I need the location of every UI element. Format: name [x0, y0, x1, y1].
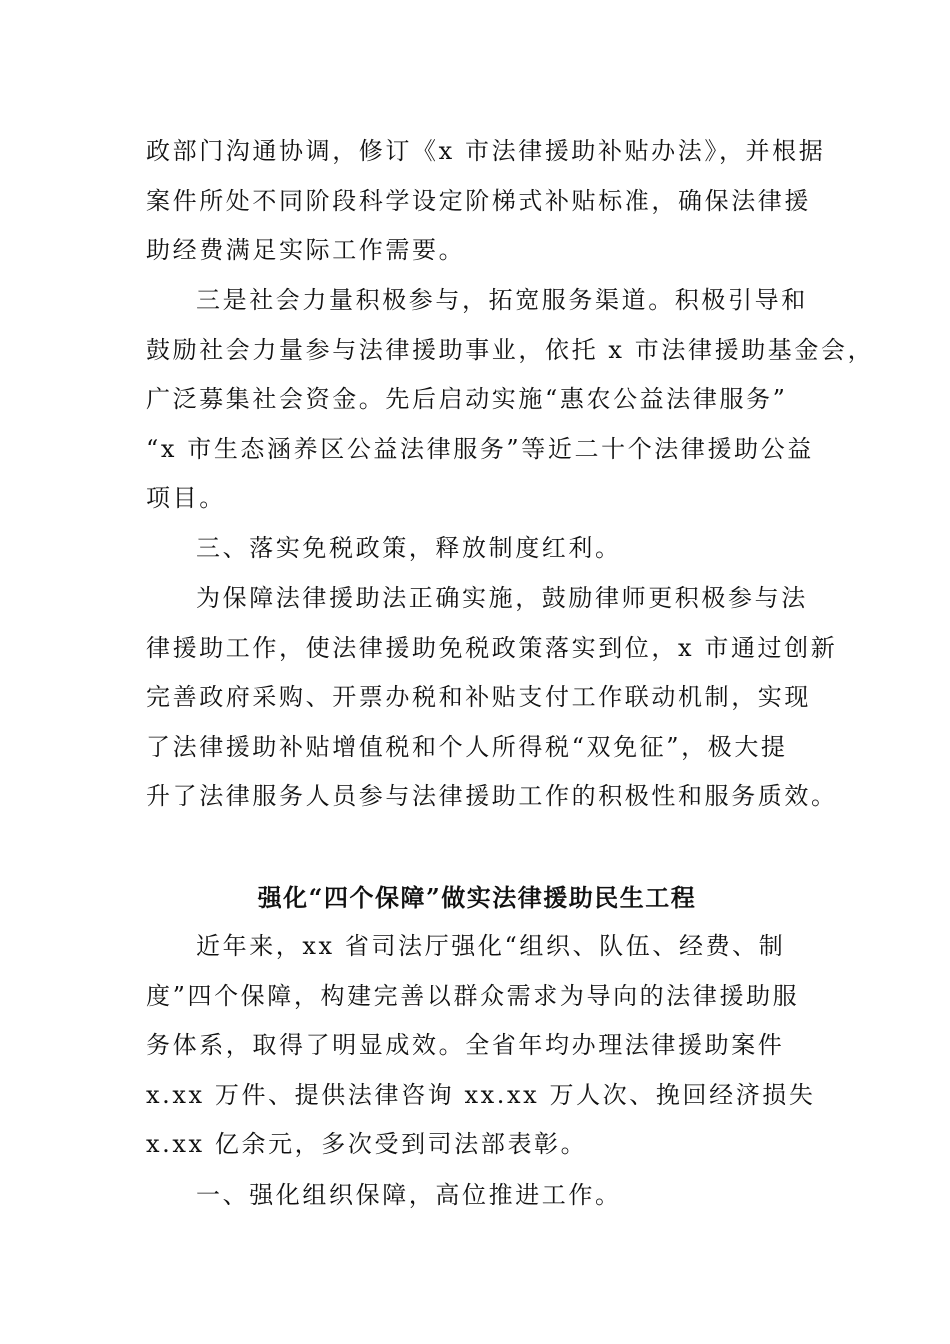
paragraph-continuation — [146, 127, 826, 276]
text-line: 鼓励社会力量参与法律援助事业，依托 x 市法律援助基金会， — [146, 335, 875, 364]
text-line: 三是社会力量积极参与，拓宽服务渠道。积极引导和 — [196, 286, 808, 314]
text-line: 升了法律服务人员参与法律援助工作的积极性和服务质效。 — [146, 782, 838, 810]
text-line: 律援助工作，使法律援助免税政策落实到位，x 市通过创新 — [146, 633, 838, 662]
article-heading: 强化“四个保障”做实法律援助民生工程 — [257, 883, 697, 912]
text-line: 广泛募集社会资金。先后启动实施“惠农公益法律服务” — [146, 385, 788, 413]
text-line: x.xx 万件、提供法律咨询 xx.xx 万人次、挽回经济损失 — [146, 1080, 816, 1109]
text-line: “x 市生态涵养区公益法律服务”等近二十个法律援助公益 — [146, 434, 814, 463]
text-line: x.xx 亿余元，多次受到司法部表彰。 — [146, 1130, 588, 1158]
text-line: 一、强化组织保障，高位推进工作。 — [196, 1181, 622, 1209]
text-line: 项目。 — [146, 484, 226, 512]
text-line: 政部门沟通协调，修订《x 市法律援助补贴办法》，并根据 — [146, 137, 826, 165]
paragraph-social-forces — [146, 276, 875, 524]
paragraph-intro — [146, 922, 816, 1170]
text-line: 度”四个保障，构建完善以群众需求为导向的法律援助服 — [146, 981, 800, 1010]
text-line: 了法律援助补贴增值税和个人所得税“双免征”，极大提 — [146, 732, 788, 761]
text-line: 为保障法律援助法正确实施，鼓励律师更积极参与法 — [196, 584, 808, 612]
text-line: 助经费满足实际工作需要。 — [146, 236, 466, 264]
section-title-tax — [146, 524, 808, 574]
text-line: 务体系，取得了明显成效。全省年均办理法律援助案件 — [146, 1031, 785, 1059]
text-line: 三、落实免税政策，释放制度红利。 — [196, 534, 622, 562]
text-line: 完善政府采购、开票办税和补贴支付工作联动机制，实现 — [146, 683, 811, 711]
text-line: 近年来，xx 省司法厅强化“组织、队伍、经费、制 — [196, 932, 786, 960]
paragraph-tax-policy — [146, 574, 838, 822]
text-line: 案件所处不同阶段科学设定阶梯式补贴标准，确保法律援 — [146, 186, 811, 215]
section-title-organization — [146, 1171, 808, 1221]
